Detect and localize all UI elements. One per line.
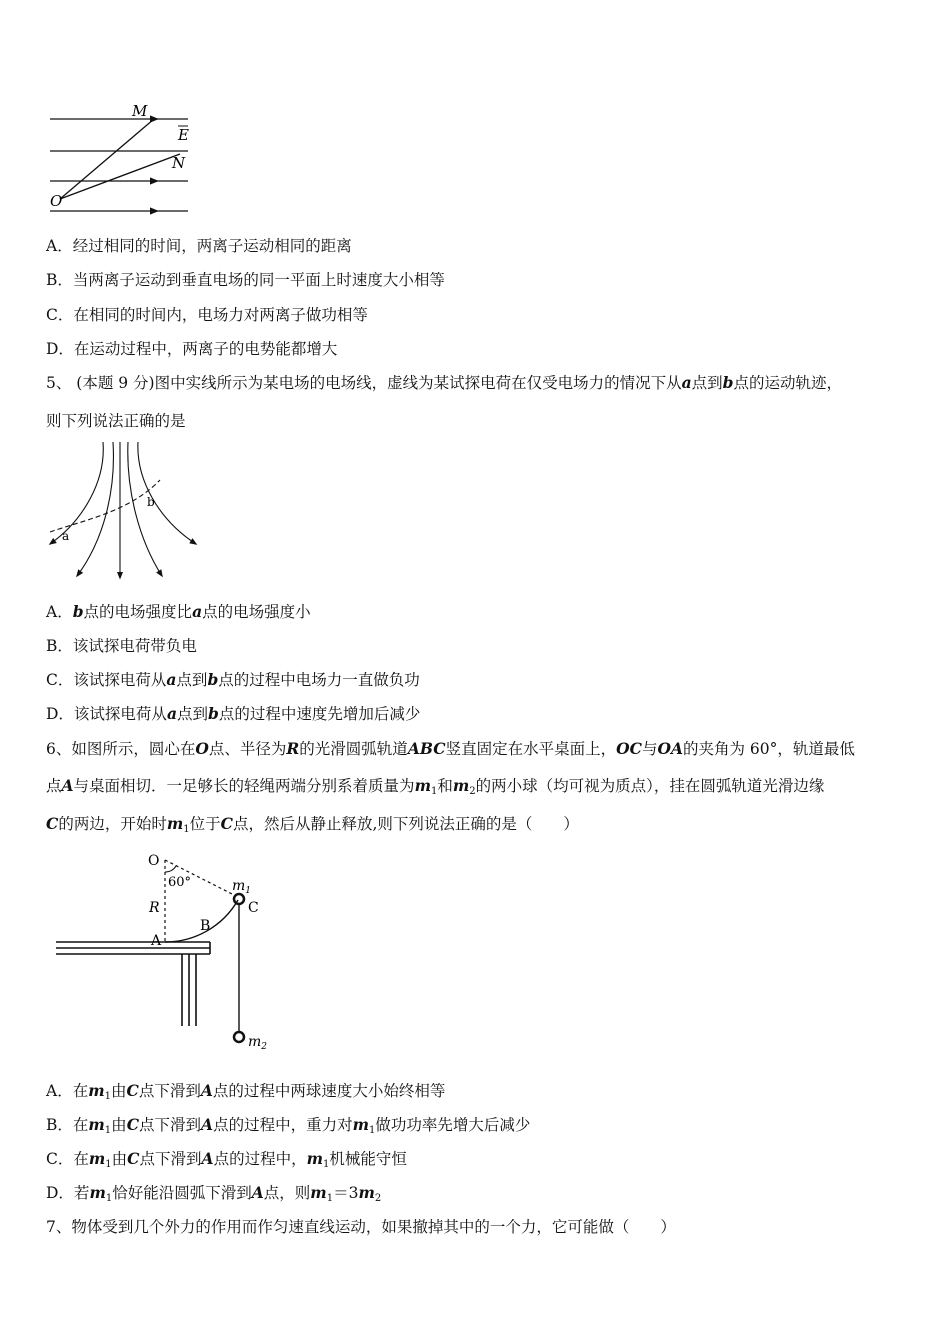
q5-text: 点的过程中电场力一直做负功	[218, 671, 420, 689]
q5-var-b: b	[207, 670, 219, 689]
q6-stem-line2	[46, 776, 824, 802]
label-A: A	[151, 933, 162, 949]
label-M: M	[132, 102, 148, 120]
q6-sub: 1	[326, 1193, 334, 1204]
q6-var-m: m	[88, 1115, 105, 1134]
q6-var-A: A	[251, 1183, 264, 1202]
q6-text: 位于	[189, 815, 221, 833]
q6-text: 的两边，开始时	[58, 815, 167, 833]
figure-arc-track	[52, 848, 282, 1058]
q6-var-C: C	[220, 814, 233, 833]
label-B: B	[200, 918, 211, 934]
label-N: N	[172, 154, 186, 172]
label-R: R	[149, 900, 160, 916]
q5-text: D．该试探电荷从	[46, 705, 167, 723]
q5-var-b: b	[72, 602, 84, 621]
q6-text: 点，则	[263, 1184, 311, 1202]
q6-text: 点，然后从静止释放,则下列说法正确的是（ ）	[233, 815, 579, 833]
q6-var-C: C	[46, 814, 59, 833]
q5-option-b: B．该试探电荷带负电	[46, 637, 197, 655]
q6-var-OA: OA	[657, 739, 683, 758]
label-C: C	[248, 900, 259, 916]
q6-sub: 2	[374, 1193, 382, 1204]
q4-option-d: D．在运动过程中，两离子的电势能都增大	[46, 340, 338, 358]
q6-var-A: A	[61, 776, 74, 795]
q6-text: 由	[110, 1082, 127, 1100]
q5-text: A．	[46, 603, 73, 621]
q6-text: 点	[46, 777, 62, 795]
q6-text: B．在	[46, 1116, 89, 1134]
q6-sub: 1	[104, 1091, 111, 1102]
q6-text: 与桌面相切．一足够长的轻绳两端分别系着质量为	[73, 777, 415, 795]
angle-arc	[165, 866, 176, 872]
q6-text: C．在	[46, 1150, 89, 1168]
q6-var-m: m	[414, 776, 431, 795]
q5-var-a: a	[166, 670, 177, 689]
q6-var-m: m	[306, 1149, 323, 1168]
q6-text: 的光滑圆弧轨道	[299, 740, 408, 758]
q6-text: D．若	[46, 1184, 90, 1202]
label-a: a	[62, 529, 70, 543]
q6-text: ＝3	[333, 1184, 359, 1202]
label-m1-m: m	[232, 878, 246, 894]
q5-stem-line1	[46, 373, 842, 393]
q6-sub: 1	[369, 1125, 376, 1136]
q6-var-A: A	[200, 1081, 213, 1100]
q6-var-C: C	[126, 1115, 140, 1134]
q6-text: 和	[437, 777, 453, 795]
q6-var-m: m	[166, 814, 184, 833]
q6-text: 恰好能沿圆弧下滑到	[112, 1184, 252, 1202]
q4-option-b: B．当两离子运动到垂直电场的同一平面上时速度大小相等	[46, 271, 445, 289]
label-E: E	[178, 126, 189, 144]
q4-option-a: A．经过相同的时间，两离子运动相同的距离	[46, 237, 352, 255]
q6-var-m: m	[88, 1149, 106, 1168]
q5-stem-line2: 则下列说法正确的是	[46, 412, 186, 430]
q6-sub: 1	[322, 1159, 330, 1170]
q5-var-a: a	[681, 373, 692, 392]
q6-text: 点的过程中，	[213, 1150, 307, 1168]
q7-stem: 7、物体受到几个外力的作用而作匀速直线运动，如果撤掉其中的一个力，它可能做（ ）	[46, 1218, 676, 1236]
q6-option-a	[46, 1081, 445, 1107]
q6-var-ABC: ABC	[407, 739, 446, 758]
q6-sub: 1	[183, 824, 190, 835]
q5-var-a: a	[166, 704, 177, 723]
label-b: b	[147, 495, 155, 509]
q6-text: 点下滑到	[138, 1082, 201, 1100]
q6-text: 点下滑到	[139, 1150, 202, 1168]
q6-var-A: A	[201, 1115, 214, 1134]
q6-var-OC: OC	[616, 739, 642, 758]
field-lines	[50, 442, 196, 578]
q5-text: 点到	[176, 671, 208, 689]
q6-stem-line1	[46, 739, 855, 759]
q6-var-m: m	[352, 1115, 369, 1134]
q6-var-R: R	[286, 739, 300, 758]
q4-option-c: C．在相同的时间内，电场力对两离子做功相等	[46, 306, 368, 324]
q6-var-m: m	[89, 1183, 106, 1202]
q6-var-C: C	[126, 1081, 139, 1100]
q6-text: 做功功率先增大后减少	[375, 1116, 531, 1134]
q6-sub: 2	[469, 786, 476, 797]
q6-text: 6、如图所示，圆心在	[46, 740, 196, 758]
q6-text: 点的过程中，重力对	[213, 1116, 353, 1134]
q6-text: A．在	[46, 1082, 89, 1100]
q5-text: 点的过程中速度先增加后减少	[218, 705, 421, 723]
ball-m2	[234, 1032, 244, 1042]
q5-option-c	[46, 670, 420, 690]
q6-option-c	[46, 1149, 407, 1175]
q6-text: 竖直固定在水平桌面上，	[445, 740, 617, 758]
q6-stem-line3	[46, 814, 579, 840]
label-O: O	[50, 192, 63, 210]
q6-var-m: m	[310, 1183, 327, 1202]
q6-var-O: O	[195, 739, 209, 758]
q5-text: 点的运动轨迹，	[733, 374, 843, 392]
q6-sub: 1	[430, 786, 438, 797]
q6-var-m: m	[88, 1081, 105, 1100]
q5-var-b: b	[722, 373, 734, 392]
q5-option-a	[46, 602, 311, 622]
q6-var-C: C	[127, 1149, 140, 1168]
q6-sub: 1	[105, 1193, 113, 1204]
q5-text: 5、 (本题 9 分)图中实线所示为某电场的电场线，虚线为某试探电荷在仅受电场力的情况下从	[46, 374, 682, 392]
ball-m1	[234, 894, 244, 904]
q5-text: 点的电场强度小	[202, 603, 311, 621]
q6-text: 点、半径为	[208, 740, 287, 758]
q6-text: 机械能守恒	[329, 1150, 407, 1168]
q6-var-m: m	[452, 776, 470, 795]
q5-text: C．该试探电荷从	[46, 671, 167, 689]
q5-option-d	[46, 704, 420, 724]
q5-text: 点的电场强度比	[83, 603, 193, 621]
figure-electric-field-om-on	[46, 96, 206, 221]
q5-var-a: a	[192, 602, 203, 621]
field-lines	[50, 119, 188, 211]
q6-var-A: A	[201, 1149, 214, 1168]
q6-sub: 1	[104, 1125, 112, 1136]
q5-text: 点到	[691, 374, 723, 392]
q6-text: 与	[641, 740, 658, 758]
q6-text: 由	[111, 1150, 128, 1168]
label-m2-m: m	[248, 1034, 262, 1050]
q6-text: 的夹角为 60°，轨道最低	[682, 740, 855, 758]
q6-var-m: m	[358, 1183, 375, 1202]
q6-text: 点的过程中两球速度大小始终相等	[212, 1082, 446, 1100]
q6-option-d	[46, 1183, 381, 1209]
q6-text: 点下滑到	[139, 1116, 202, 1134]
label-O: O	[148, 853, 160, 869]
label-m2-sub: 2	[261, 1042, 268, 1052]
figure-field-lines-trajectory	[44, 440, 204, 582]
label-m1	[232, 878, 251, 896]
label-m1-sub: 1	[245, 886, 252, 896]
dashed-trajectory	[50, 480, 160, 532]
q6-option-b	[46, 1115, 530, 1141]
q6-text: 的两小球（均可视为质点），挂在圆弧轨道光滑边缘	[475, 777, 825, 795]
label-angle: 60°	[168, 875, 192, 890]
q5-text: 点到	[176, 705, 208, 723]
label-m2	[248, 1034, 267, 1052]
q6-text: 由	[111, 1116, 127, 1134]
q5-var-b: b	[208, 704, 219, 723]
q6-sub: 1	[105, 1159, 112, 1170]
